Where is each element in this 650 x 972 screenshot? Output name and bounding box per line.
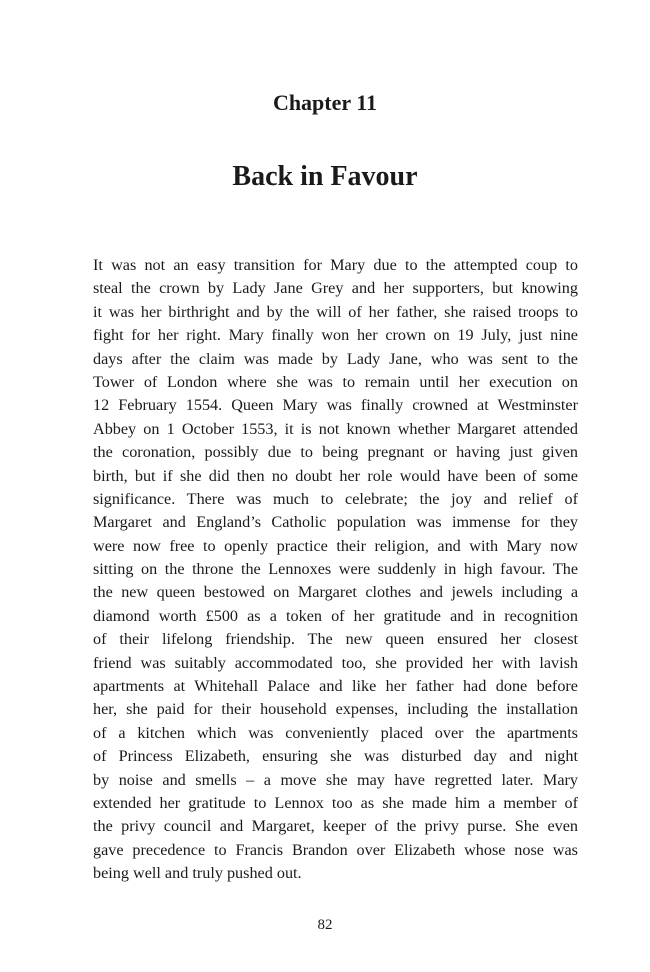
body-line: apartments at Whitehall Palace and like her father had done before xyxy=(93,677,578,696)
body-line: friend was suitably accommodated too, she provided her with lavish xyxy=(93,653,578,672)
body-line: were now free to openly practice their religion, and with Mary now xyxy=(93,536,578,555)
chapter-title: Back in Favour xyxy=(232,161,418,192)
body-line: it was her birthright and by the will of her father, she raised troops to xyxy=(93,302,578,321)
page-number: 82 xyxy=(317,917,333,933)
body-line: Tower of London where she was to remain until her execution on xyxy=(93,372,578,391)
body-line: of their lifelong friendship. The new queen ensured her closest xyxy=(93,630,578,649)
body-line: Margaret and England’s Catholic population was immense for they xyxy=(93,513,578,532)
chapter-label: Chapter 11 xyxy=(272,90,378,115)
body-line: of Princess Elizabeth, ensuring she was disturbed day and night xyxy=(93,747,578,766)
body-line: significance. There was much to celebrate; the joy and relief of xyxy=(93,489,578,508)
body-line: fight for her right. Mary finally won her crown on 19 July, just nine xyxy=(93,326,578,345)
body-line: 12 February 1554. Queen Mary was finally crowned at Westminster xyxy=(93,396,578,415)
body-line: sitting on the throne the Lennoxes were suddenly in high favour. The xyxy=(93,560,578,579)
body-paragraph xyxy=(93,254,578,886)
body-line: the coronation, possibly due to being pregnant or having just given xyxy=(93,443,578,462)
body-line: Abbey on 1 October 1553, it is not known whether Margaret attended xyxy=(93,419,578,438)
body-line: days after the claim was made by Lady Jane, who was sent to the xyxy=(93,349,578,368)
body-line: the new queen bestowed on Margaret clothes and jewels including a xyxy=(93,583,578,602)
body-line: being well and truly pushed out. xyxy=(93,864,302,883)
body-line: of a kitchen which was conveniently placed over the apartments xyxy=(93,723,578,742)
body-line: gave precedence to Francis Brandon over Elizabeth whose nose was xyxy=(93,840,578,859)
body-line: extended her gratitude to Lennox too as she made him a member of xyxy=(93,793,578,812)
body-line: the privy council and Margaret, keeper of the privy purse. She even xyxy=(93,817,578,836)
body-line: by noise and smells – a move she may have regretted later. Mary xyxy=(93,770,578,789)
body-line: It was not an easy transition for Mary due to the attempted coup to xyxy=(93,256,578,274)
body-line: birth, but if she did then no doubt her role would have been of some xyxy=(93,466,578,485)
body-line: her, she paid for their household expenses, including the installation xyxy=(93,700,578,719)
body-line: diamond worth £500 as a token of her gratitude and in recognition xyxy=(93,606,578,625)
body-line: steal the crown by Lady Jane Grey and her supporters, but knowing xyxy=(93,279,578,298)
